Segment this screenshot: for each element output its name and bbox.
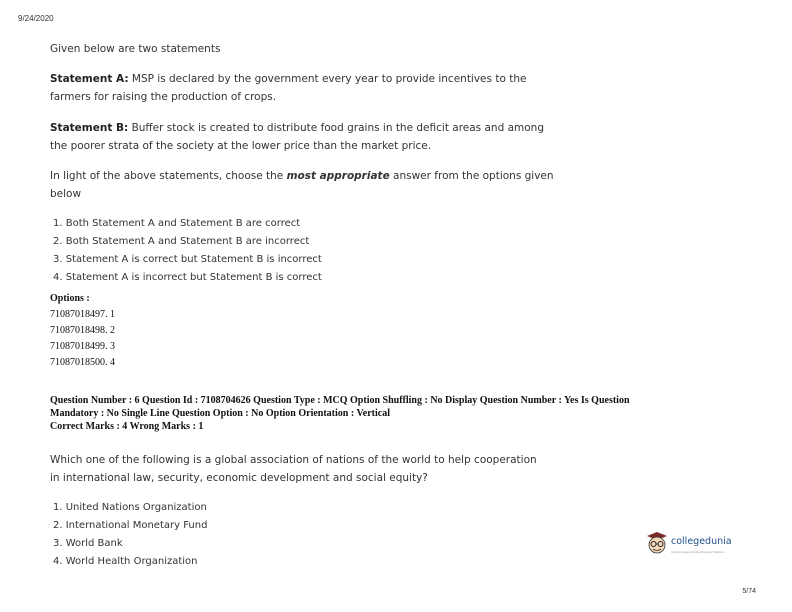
choice-item: 2. International Monetary Fund xyxy=(53,520,208,531)
choice-item: 3. World Bank xyxy=(53,538,123,549)
options-label: Options : xyxy=(50,293,90,304)
option-id: 71087018500. 4 xyxy=(50,357,115,368)
choice-item: 4. Statement A is incorrect but Statement B is correct xyxy=(53,272,322,283)
instruction-emphasis: most appropriate xyxy=(286,170,390,182)
option-id: 71087018498. 2 xyxy=(50,325,115,336)
choice-item: 1. United Nations Organization xyxy=(53,502,207,513)
statement-b-label: Statement B: xyxy=(50,122,129,134)
instruction-text-end: answer from the options given xyxy=(389,170,554,182)
question-text: Which one of the following is a global association of nations of the world to help cooperation xyxy=(50,454,537,466)
q5-statement-b xyxy=(50,119,610,155)
q5-statement-a xyxy=(50,70,610,106)
statement-a-text: MSP is declared by the government every year to provide incentives to the xyxy=(131,73,527,85)
q6-marks: Correct Marks : 4 Wrong Marks : 1 xyxy=(50,421,204,432)
logo-wordmark: collegedunia xyxy=(671,536,732,547)
statement-b-text-cont: the poorer strata of the society at the lower price than the market price. xyxy=(50,140,432,152)
q5-intro: Given below are two statements xyxy=(50,43,221,55)
q6-choices xyxy=(53,499,207,571)
option-id: 71087018497. 1 xyxy=(50,309,115,320)
q6-metadata xyxy=(50,394,770,433)
statement-a-text-cont: farmers for raising the production of crops. xyxy=(50,91,277,103)
q5-instruction xyxy=(50,167,610,203)
choice-item: 3. Statement A is correct but Statement B is incorrect xyxy=(53,254,322,265)
choice-item: 2. Both Statement A and Statement B are incorrect xyxy=(53,236,310,247)
logo-tagline: India's Largest Student Review Platform xyxy=(671,550,725,554)
statement-a-label: Statement A: xyxy=(50,73,129,85)
print-date: 9/24/2020 xyxy=(18,14,54,23)
q6-meta-line: Mandatory : No Single Line Question Option : No Option Orientation : Vertical xyxy=(50,408,391,419)
statement-b-text: Buffer stock is created to distribute food grains in the deficit areas and among xyxy=(131,122,544,134)
choice-item: 1. Both Statement A and Statement B are correct xyxy=(53,218,301,229)
question-text-cont: in international law, security, economic development and social equity? xyxy=(50,472,428,484)
instruction-text: In light of the above statements, choose the xyxy=(50,170,287,182)
q5-options xyxy=(50,291,115,371)
q6-question xyxy=(50,451,610,487)
instruction-text-cont: below xyxy=(50,188,82,200)
page-number: 5/74 xyxy=(742,588,756,595)
choice-item: 4. World Health Organization xyxy=(53,556,198,567)
collegedunia-logo xyxy=(644,530,744,558)
option-id: 71087018499. 3 xyxy=(50,341,115,352)
q5-choices xyxy=(53,215,322,287)
mascot-icon xyxy=(644,530,670,558)
q6-meta-line: Question Number : 6 Question Id : 7108704626 Question Type : MCQ Option Shuffling : No Display Question Number : Yes Is Question xyxy=(50,395,630,406)
